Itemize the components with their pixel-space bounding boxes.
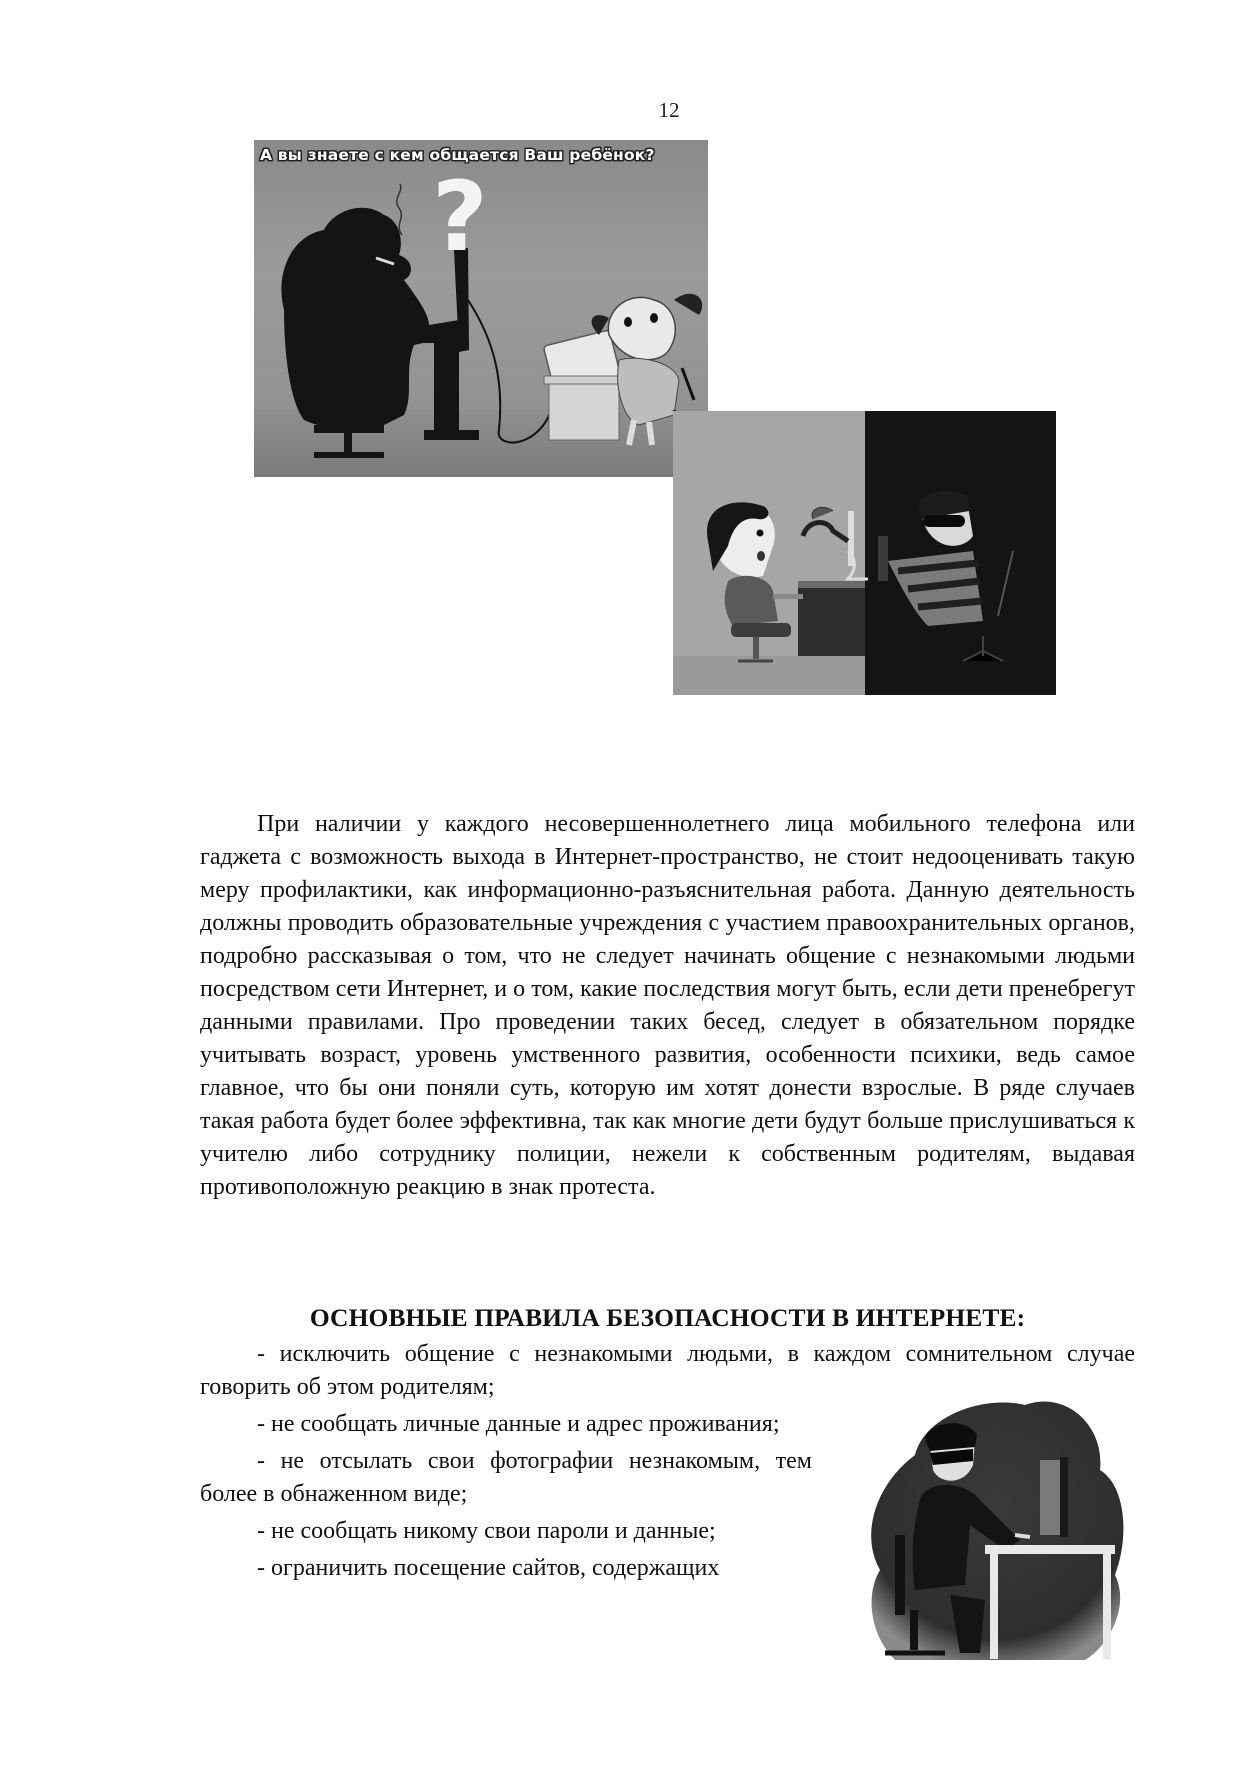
illustration-girl-and-thief	[673, 411, 1056, 695]
illustration-caption: А вы знаете с кем общается Ваш ребёнок?	[260, 146, 655, 164]
stranger-and-child-drawing	[254, 140, 708, 477]
rule-item: - не сообщать никому свои пароли и данные;	[257, 1518, 716, 1544]
hacker-drawing	[855, 1385, 1145, 1675]
illustration-stranger-and-child	[254, 140, 708, 477]
rules-heading: ОСНОВНЫЕ ПРАВИЛА БЕЗОПАСНОСТИ В ИНТЕРНЕТЕ:	[309, 1303, 1026, 1332]
question-mark: ?	[432, 161, 488, 273]
rule-item: - исключить общение с незнакомыми людьми, в каждом сомнительном случае говорить об этом родителям;	[200, 1341, 1135, 1400]
girl-and-thief-drawing	[673, 411, 1056, 695]
illustration-hacker	[855, 1385, 1145, 1675]
rule-item: - не отсылать свои фотографии незнакомым, тем более в обнаженном виде;	[200, 1448, 812, 1507]
page-number: 12	[658, 98, 680, 122]
rule-item: - не сообщать личные данные и адрес проживания;	[257, 1411, 780, 1437]
body-paragraph: При наличии у каждого несовершеннолетнего лица мобильного телефона или гаджета с возможность выхода в Интернет-пространство, не стоит недооценивать такую меру профилактики, как информационно-разъяснительная работа. Данную деятельность должны проводить образовательные учреждения с участием правоохранительных органов, подробно рассказывая о том, что не следует начинать общение с незнакомыми людьми посредством сети Интернет, и о том, какие последствия могут быть, если дети пренебрегут данными правилами. Про проведении таких бесед, следует в обязательном порядке учитывать возраст, уровень умственного развития, особенности психики, ведь самое главное, что бы они поняли суть, которую им хотят донести взрослые. В ряде случаев такая работа будет более эффективна, так как многие дети будут больше прислушиваться к учителю либо сотруднику полиции, нежели к собственным родителям, выдавая противоположную реакцию в знак протеста.	[200, 811, 1135, 1200]
rule-item: - ограничить посещение сайтов, содержащих	[257, 1555, 720, 1581]
